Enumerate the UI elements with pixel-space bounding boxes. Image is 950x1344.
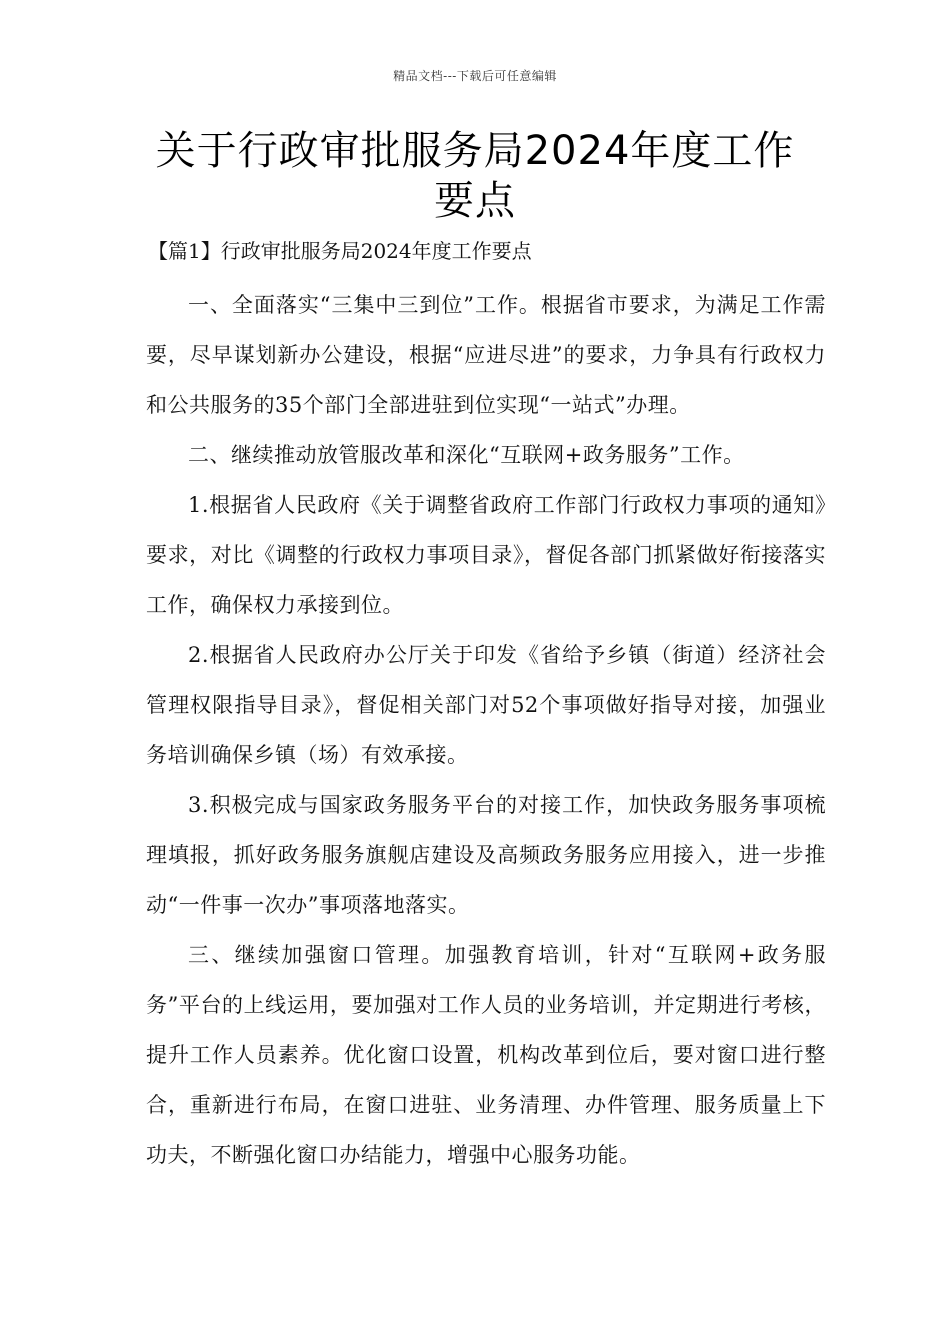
paragraph-5: 3.积极完成与国家政务服务平台的对接工作，加快政务服务事项梳理填报，抓好政务服务旗舰店建设及高频政务服务应用接入，进一步推动“一件事一次办”事项落地落实。	[146, 793, 826, 917]
paragraph-1: 一、全面落实“三集中三到位”工作。根据省市要求，为满足工作需要，尽早谋划新办公建设，根据“应进尽进”的要求，力争具有行政权力和公共服务的35个部门全部进驻到位实现“一站式”办理。	[146, 293, 826, 417]
section-heading: 【篇1】行政审批服务局2024年度工作要点	[148, 239, 532, 263]
page-header: 精品文档---下载后可任意编辑	[393, 69, 557, 83]
paragraph-4: 2.根据省人民政府办公厅关于印发《省给予乡镇（街道）经济社会管理权限指导目录》，督促相关部门对52个事项做好指导对接，加强业务培训确保乡镇（场）有效承接。	[146, 643, 826, 767]
paragraph-6: 三、继续加强窗口管理。加强教育培训，针对“互联网+政务服务”平台的上线运用，要加强对工作人员的业务培训，并定期进行考核，提升工作人员素养。优化窗口设置，机构改革到位后，要对窗口进行整合，重新进行布局，在窗口进驻、业务清理、办件管理、服务质量上下功夫，不断强化窗口办结能力，增强中心服务功能。	[146, 943, 826, 1167]
paragraph-3: 1.根据省人民政府《关于调整省政府工作部门行政权力事项的通知》要求，对比《调整的行政权力事项目录》，督促各部门抓紧做好衔接落实工作，确保权力承接到位。	[146, 493, 826, 617]
paragraph-2: 二、继续推动放管服改革和深化“互联网+政务服务”工作。	[188, 443, 745, 467]
document-title: 关于行政审批服务局2024年度工作要点	[155, 128, 795, 224]
document-body	[146, 280, 826, 1180]
